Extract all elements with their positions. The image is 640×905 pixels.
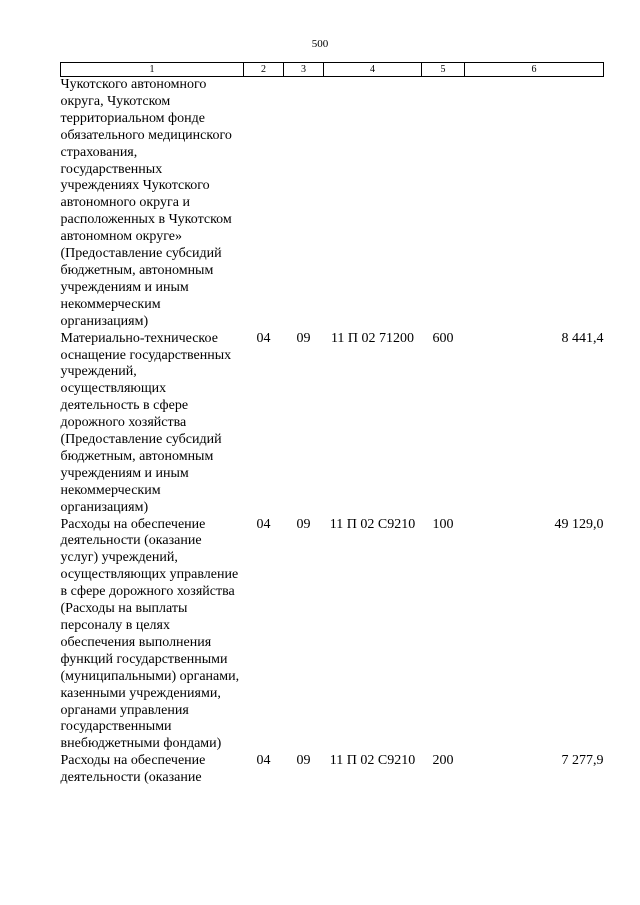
table-body — [61, 77, 604, 788]
row-amount: 7 277,9 — [561, 753, 604, 769]
header-col-3: 3 — [284, 63, 324, 77]
row-pr: 09 — [296, 330, 311, 346]
row-pr: 09 — [296, 753, 311, 769]
header-col-6: 6 — [465, 63, 604, 77]
row-amount — [465, 77, 604, 331]
page-number: 500 — [311, 38, 329, 50]
row-rz: 04 — [256, 753, 271, 769]
row-vr: 100 — [432, 516, 454, 532]
row-amount: 49 129,0 — [554, 516, 604, 532]
table-row — [61, 517, 604, 754]
row-csr: 11 П 02 71200 — [330, 330, 415, 346]
budget-table — [60, 62, 604, 787]
row-name: Расходы на обеспечение деятельности (оказание — [60, 753, 206, 786]
row-csr: 11 П 02 С9210 — [329, 516, 416, 532]
row-rz: 04 — [256, 516, 271, 532]
header-col-5: 5 — [422, 63, 465, 77]
header-col-2: 2 — [244, 63, 284, 77]
table-row — [61, 331, 604, 517]
row-pr: 09 — [296, 516, 311, 532]
row-pr — [284, 77, 324, 331]
table-row — [61, 77, 604, 331]
table-row — [61, 753, 604, 787]
row-vr: 200 — [432, 753, 454, 769]
row-vr: 600 — [432, 330, 454, 346]
row-name: Расходы на обеспечение деятельности (оказание услуг) учреждений, осуществляющих управление в сфере дорожного хозяйства (Расходы на выплаты персоналу в целях обеспечения выполнения функций государственными (муниципальными) органами, казенными учреждениями, органами управления государственными внебюджетными фондами) — [60, 516, 240, 752]
row-rz: 04 — [256, 330, 271, 346]
header-col-1: 1 — [61, 63, 244, 77]
table-header — [61, 63, 604, 77]
row-name: Материально-техническое оснащение государственных учреждений, осуществляющих деятельность в сфере дорожного хозяйства (Предоставление субсидий бюджетным, автономным учреждениям и иным некоммерческим организациям) — [60, 330, 232, 515]
row-rz — [244, 77, 284, 331]
row-amount: 8 441,4 — [561, 330, 604, 346]
row-csr — [324, 77, 422, 331]
row-csr: 11 П 02 С9210 — [329, 753, 416, 769]
row-vr — [422, 77, 465, 331]
row-name: Чукотского автономного округа, Чукотском территориальном фонде обязательного медицинского страхования, государственных учреждениях Чукотского автономного округа и расположенных в Чукотском автономном округе» (Предоставление субсидий бюджетным, автономным учреждениям и иным некоммерческим организациям) — [60, 77, 232, 329]
header-row — [61, 63, 604, 77]
header-col-4: 4 — [324, 63, 422, 77]
